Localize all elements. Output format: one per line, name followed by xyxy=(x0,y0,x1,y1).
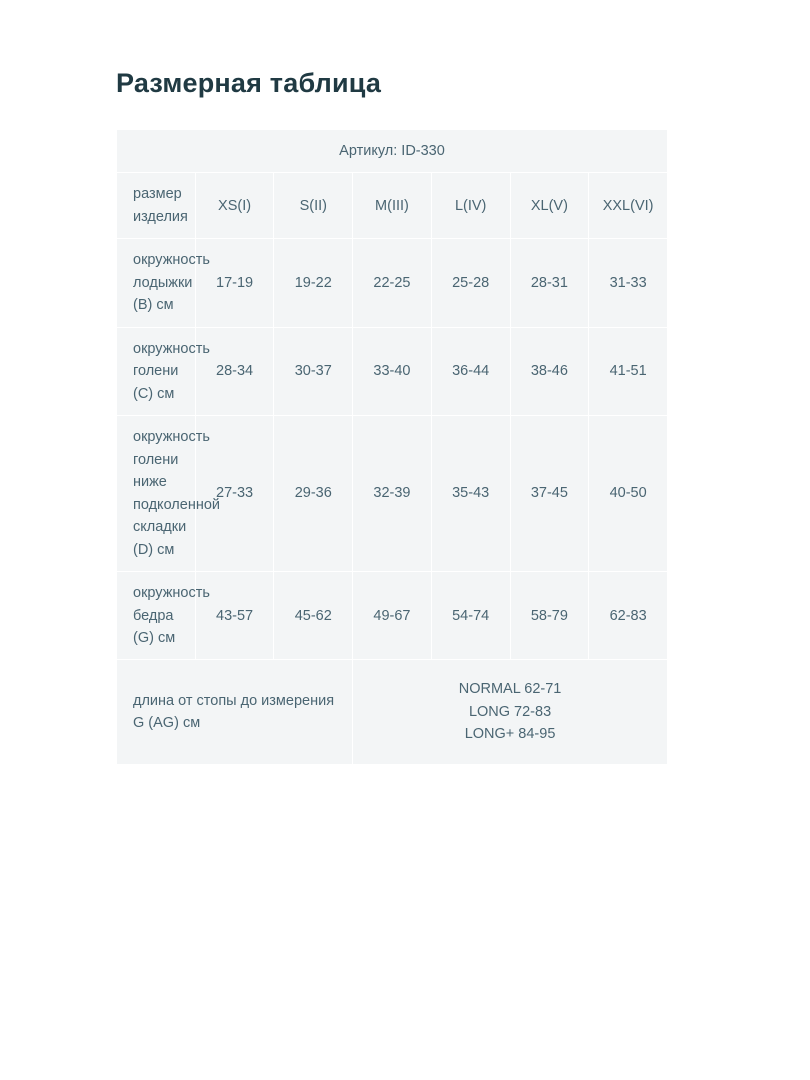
cell-calf-s: 30-37 xyxy=(274,327,353,415)
cell-calf-xxl: 41-51 xyxy=(589,327,668,415)
cell-below-knee-xxl: 40-50 xyxy=(589,416,668,572)
cell-below-knee-m: 32-39 xyxy=(353,416,432,572)
page-title: Размерная таблица xyxy=(116,68,382,98)
footer-length-long-plus: LONG+ 84-95 xyxy=(464,726,556,743)
footer-lengths xyxy=(353,660,668,764)
header-size-xxl: XXL(VI) xyxy=(589,173,668,239)
cell-below-knee-s: 29-36 xyxy=(274,416,353,572)
cell-below-knee-l: 35-43 xyxy=(431,416,510,572)
cell-ankle-m: 22-25 xyxy=(353,239,432,327)
cell-ankle-xl: 28-31 xyxy=(510,239,589,327)
cell-thigh-l: 54-74 xyxy=(431,572,510,660)
cell-below-knee-xl: 37-45 xyxy=(510,416,589,572)
footer-label: длина от стопы до измерения G (AG) см xyxy=(117,660,353,764)
header-size-xl: XL(V) xyxy=(510,173,589,239)
cell-thigh-m: 49-67 xyxy=(353,572,432,660)
cell-thigh-xs: 43-57 xyxy=(195,572,274,660)
footer-length-normal: NORMAL 62-71 xyxy=(458,681,562,698)
header-label: размер изделия xyxy=(117,173,196,239)
cell-thigh-xl: 58-79 xyxy=(510,572,589,660)
table-row xyxy=(117,327,668,415)
footer-length-long: LONG 72-83 xyxy=(468,703,552,720)
header-size-m: M(III) xyxy=(353,173,432,239)
row-label-thigh: окружность бедра (G) см xyxy=(117,572,196,660)
cell-ankle-xxl: 31-33 xyxy=(589,239,668,327)
table-row xyxy=(117,416,668,572)
cell-below-knee-xs: 27-33 xyxy=(195,416,274,572)
cell-thigh-s: 45-62 xyxy=(274,572,353,660)
header-size-xs: XS(I) xyxy=(195,173,274,239)
table-row xyxy=(117,239,668,327)
article-row xyxy=(117,130,668,173)
article-label: Артикул: ID-330 xyxy=(117,130,668,173)
cell-calf-m: 33-40 xyxy=(353,327,432,415)
row-label-ankle: окружность лодыжки (B) см xyxy=(117,239,196,327)
row-label-calf: окружность голени (C) см xyxy=(117,327,196,415)
table-row xyxy=(117,572,668,660)
size-table xyxy=(116,129,668,765)
cell-ankle-l: 25-28 xyxy=(431,239,510,327)
size-table-container xyxy=(116,129,668,765)
header-size-l: L(IV) xyxy=(431,173,510,239)
header-size-s: S(II) xyxy=(274,173,353,239)
cell-calf-l: 36-44 xyxy=(431,327,510,415)
table-header-row xyxy=(117,173,668,239)
cell-calf-xl: 38-46 xyxy=(510,327,589,415)
cell-ankle-s: 19-22 xyxy=(274,239,353,327)
cell-thigh-xxl: 62-83 xyxy=(589,572,668,660)
cell-calf-xs: 28-34 xyxy=(195,327,274,415)
row-label-below-knee: окружность голени ниже подколенной складки (D) см xyxy=(117,416,196,572)
table-footer-row xyxy=(117,660,668,764)
cell-ankle-xs: 17-19 xyxy=(195,239,274,327)
